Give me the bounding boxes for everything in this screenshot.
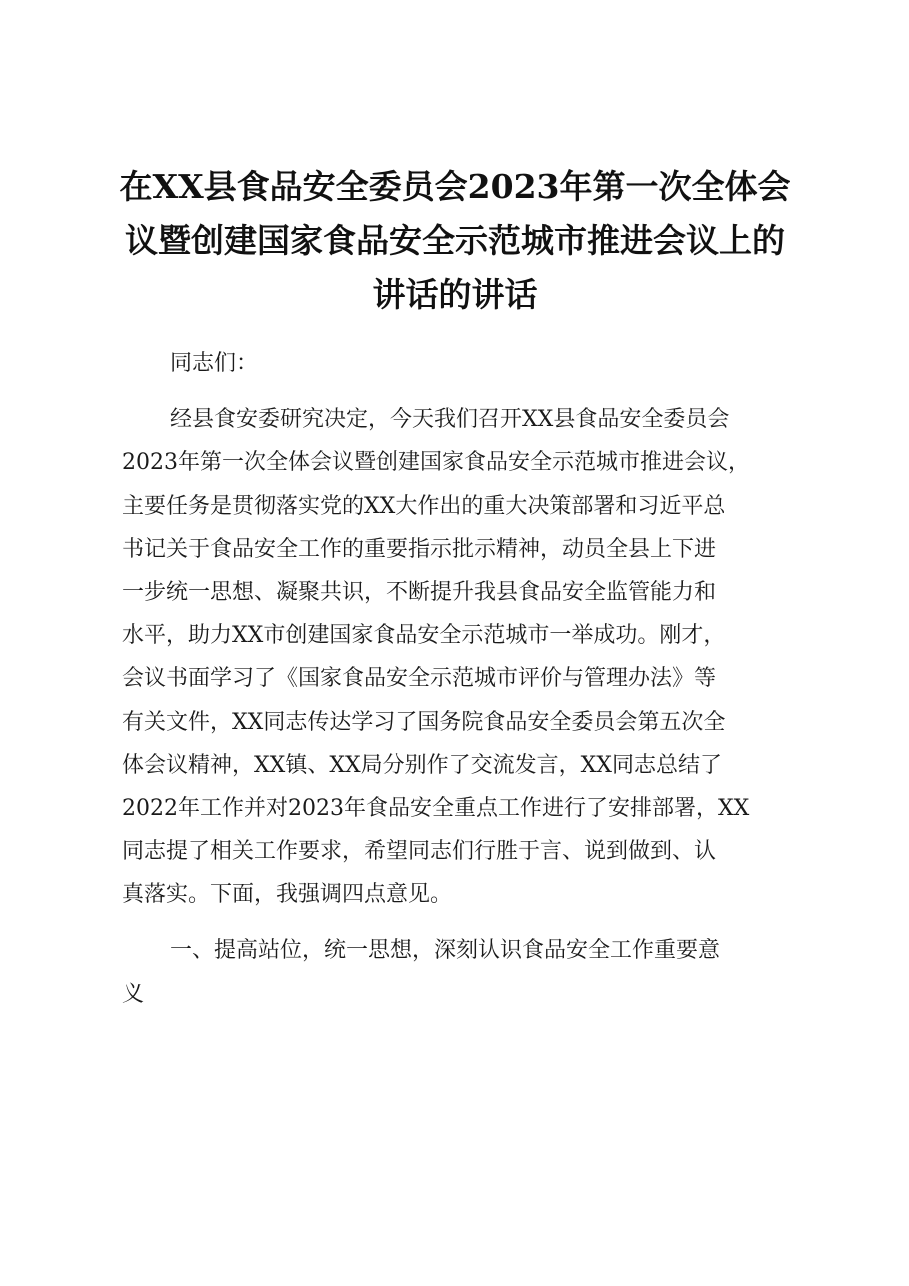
salutation-line: 同志们： xyxy=(170,351,259,376)
paragraph-opening xyxy=(122,398,798,916)
document-body xyxy=(122,342,798,1029)
paragraph-line: 主要任务是贯彻落实党的XX大作出的重大决策部署和习近平总 xyxy=(122,493,726,519)
paragraph-line: 水平，助力XX市创建国家食品安全示范城市一举成功。刚才， xyxy=(122,623,726,649)
paragraph-line: 一步统一思想、凝聚共识，不断提升我县食品安全监管能力和 xyxy=(122,579,717,605)
paragraph-line: 会议书面学习了《国家食品安全示范城市评价与管理办法》等 xyxy=(122,666,717,692)
paragraph-line: 2023年第一次全体会议暨创建国家食品安全示范城市推进会议， xyxy=(122,450,750,476)
paragraph-line: 书记关于食品安全工作的重要指示批示精神，动员全县上下进 xyxy=(122,536,717,562)
paragraph-line: 经县食安委研究决定，今天我们召开XX县食品安全委员会 xyxy=(170,407,730,433)
document-title xyxy=(110,160,800,322)
paragraph-line: 有关文件，XX同志传达学习了国务院食品安全委员会第五次全 xyxy=(122,709,726,735)
paragraph-line: 同志提了相关工作要求，希望同志们行胜于言、说到做到、认 xyxy=(122,839,717,865)
heading-line: 义 xyxy=(122,981,145,1007)
paragraph-line: 体会议精神，XX镇、XX局分别作了交流发言，XX同志总结了 xyxy=(122,752,722,778)
section-heading-1 xyxy=(122,929,798,1015)
title-line-1: 在XX县食品安全委员会2023年第一次全体会 xyxy=(119,167,791,206)
heading-line: 一、提高站位，统一思想，深刻认识食品安全工作重要意 xyxy=(170,938,721,964)
paragraph-line: 真落实。下面，我强调四点意见。 xyxy=(122,882,453,908)
paragraph-line: 2022年工作并对2023年食品安全重点工作进行了安排部署，XX xyxy=(122,795,750,821)
title-line-3: 讲话的讲话 xyxy=(372,275,538,314)
title-line-2: 议暨创建国家食品安全示范城市推进会议上的 xyxy=(125,221,785,260)
salutation xyxy=(122,342,798,385)
